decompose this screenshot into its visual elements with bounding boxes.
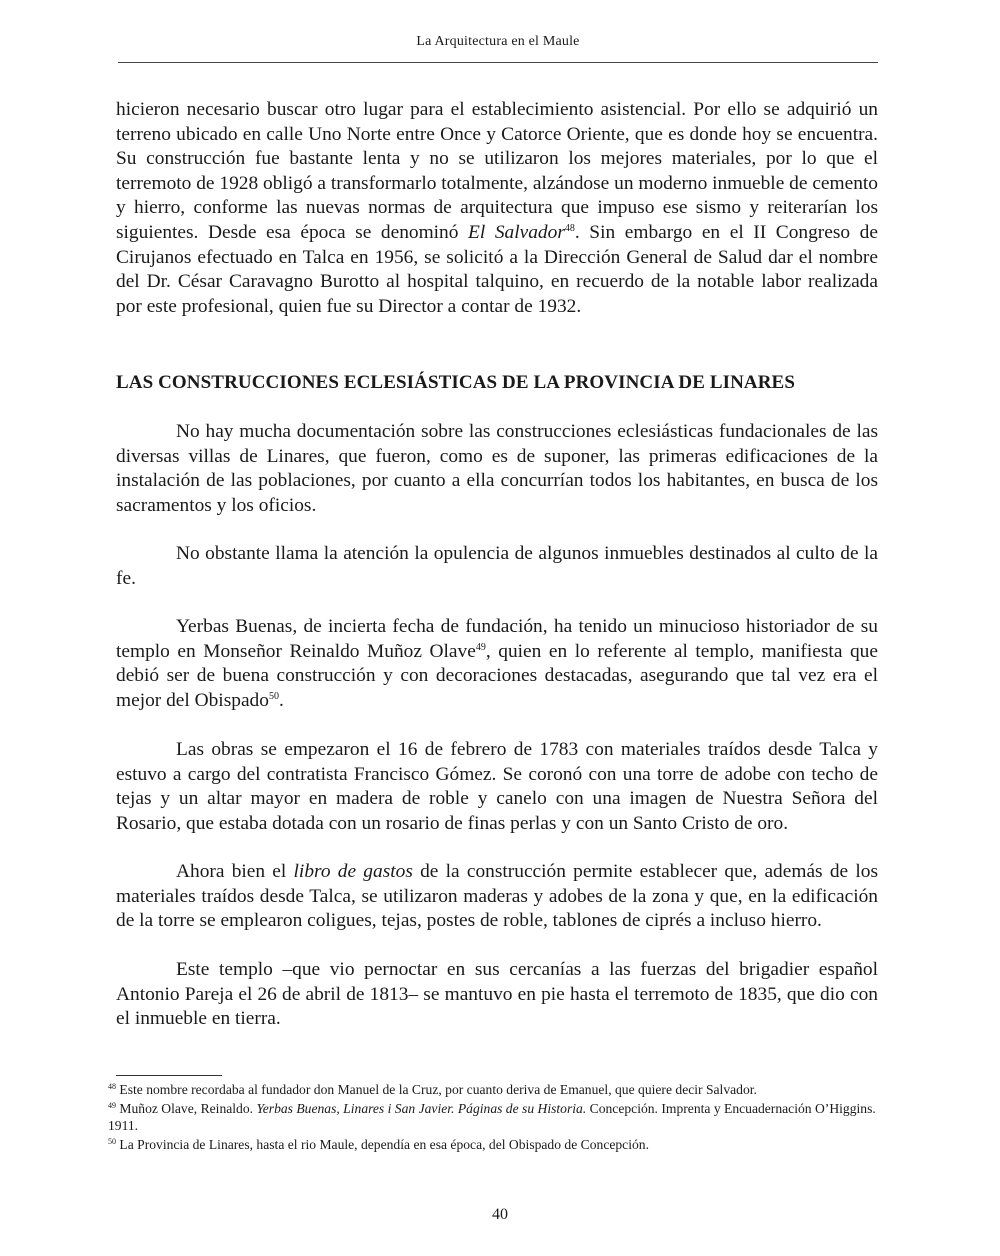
footnote-text: Muñoz Olave, Reinaldo. [116,1101,257,1116]
footnote-text: Concepción. Imprenta y Encuadernación O’Higgins. 1911. [108,1101,876,1133]
paragraph-text: Ahora bien el [176,861,294,882]
section-heading: LAS CONSTRUCCIONES ECLESIÁSTICAS DE LA PROVINCIA DE LINARES [116,372,795,393]
footnote-text: Este nombre recordaba al fundador don Manuel de la Cruz, por cuanto deriva de Emanuel, que quiere decir Salvador. [116,1082,757,1097]
paragraph-hospital [116,98,878,319]
footnote-ref-50: 50 [268,690,279,702]
footnote-50 [108,1136,878,1153]
italic-name: El Salvador [468,221,565,243]
footnote-49 [108,1100,878,1134]
paragraph-text: , quien en lo referente al templo, manifiesta que debió ser de buena construcción y con decoraciones destacadas, asegurando que tal vez era el mejor del Obispado [116,640,878,711]
paragraph-text: . [278,689,284,711]
paragraph-text: hicieron necesario buscar otro lugar para el establecimiento asistencial. Por ello se adquirió un terreno ubicado en calle Uno Norte entre Once y Catorce Oriente, que es donde hoy se encuentra. Su construcción fue bastante lenta y no se utilizaron los mejores materiales, por lo que el terremoto de 1928 obligó a transformarlo totalmente, alzándose un moderno inmueble de cemento y hierro, conforme las nuevas normas de arquitectura que impuso ese sismo y reiterarían los siguientes. Desde esa época se denominó [116,99,878,243]
footnote-number: 48 [108,1082,116,1091]
paragraph-expenses [116,860,878,934]
footnote-number: 49 [108,1101,116,1110]
running-header: La Arquitectura en el Maule [416,34,580,49]
footnote-number: 50 [108,1137,116,1146]
footnote-ref-48: 48 [564,222,575,234]
footnote-text: La Provincia de Linares, hasta el rio Maule, dependía en esa época, del Obispado de Concepción. [116,1137,649,1152]
paragraph-documentation: No hay mucha documentación sobre las construcciones eclesiásticas fundacionales de las diversas villas de Linares, que fueron, como es de suponer, las primeras edificaciones de la instalación de las poblaciones, por cuanto a ella concurrían todos los habitantes, en busca de los sacramentos y los oficios. [116,421,878,516]
footnote-48 [108,1081,878,1098]
footnote-ref-49: 49 [475,641,486,653]
footnote-rule [116,1075,222,1076]
header-rule [118,62,878,63]
page-number: 40 [492,1206,508,1223]
paragraph-text: de la construcción permite establecer que, además de los materiales traídos desde Talca, se utilizaron maderas y adobes de la zona y que, en la edificación de la torre se emplearon coligues, tejas, postes de roble, tablones de ciprés a incluso hierro. [116,861,878,932]
paragraph-text: Yerbas Buenas, de incierta fecha de fundación, ha tenido un minucioso historiador de su templo en Monseñor Reinaldo Muñoz Olave [116,616,878,662]
paragraph-text: . Sin embargo en el II Congreso de Cirujanos efectuado en Talca en 1956, se solicitó a la Dirección General de Salud dar el nombre del Dr. César Caravagno Burotto al hospital talquino, en recuerdo de la notable labor realizada por este profesional, quien fue su Director a contar de 1932. [116,221,878,317]
italic-title: libro de gastos [293,861,413,882]
footnote-book-title: Yerbas Buenas, Linares i San Javier. Páginas de su Historia. [256,1101,587,1116]
paragraph-works: Las obras se empezaron el 16 de febrero de 1783 con materiales traídos desde Talca y estuvo a cargo del contratista Francisco Gómez. Se coronó con una torre de adobe con techo de tejas y un altar mayor en madera de roble y canelo con una imagen de Nuestra Señora del Rosario, que estaba dotada con un rosario de finas perlas y con un Santo Cristo de oro. [116,739,878,834]
paragraph-earthquake: Este templo –que vio pernoctar en sus cercanías a las fuerzas del brigadier español Antonio Pareja el 26 de abril de 1813– se mantuvo en pie hasta el terremoto de 1835, que dio con el inmueble en tierra. [116,959,878,1030]
paragraph-yerbas-buenas [116,615,878,713]
paragraph-opulence: No obstante llama la atención la opulencia de algunos inmuebles destinados al culto de la fe. [116,543,878,589]
